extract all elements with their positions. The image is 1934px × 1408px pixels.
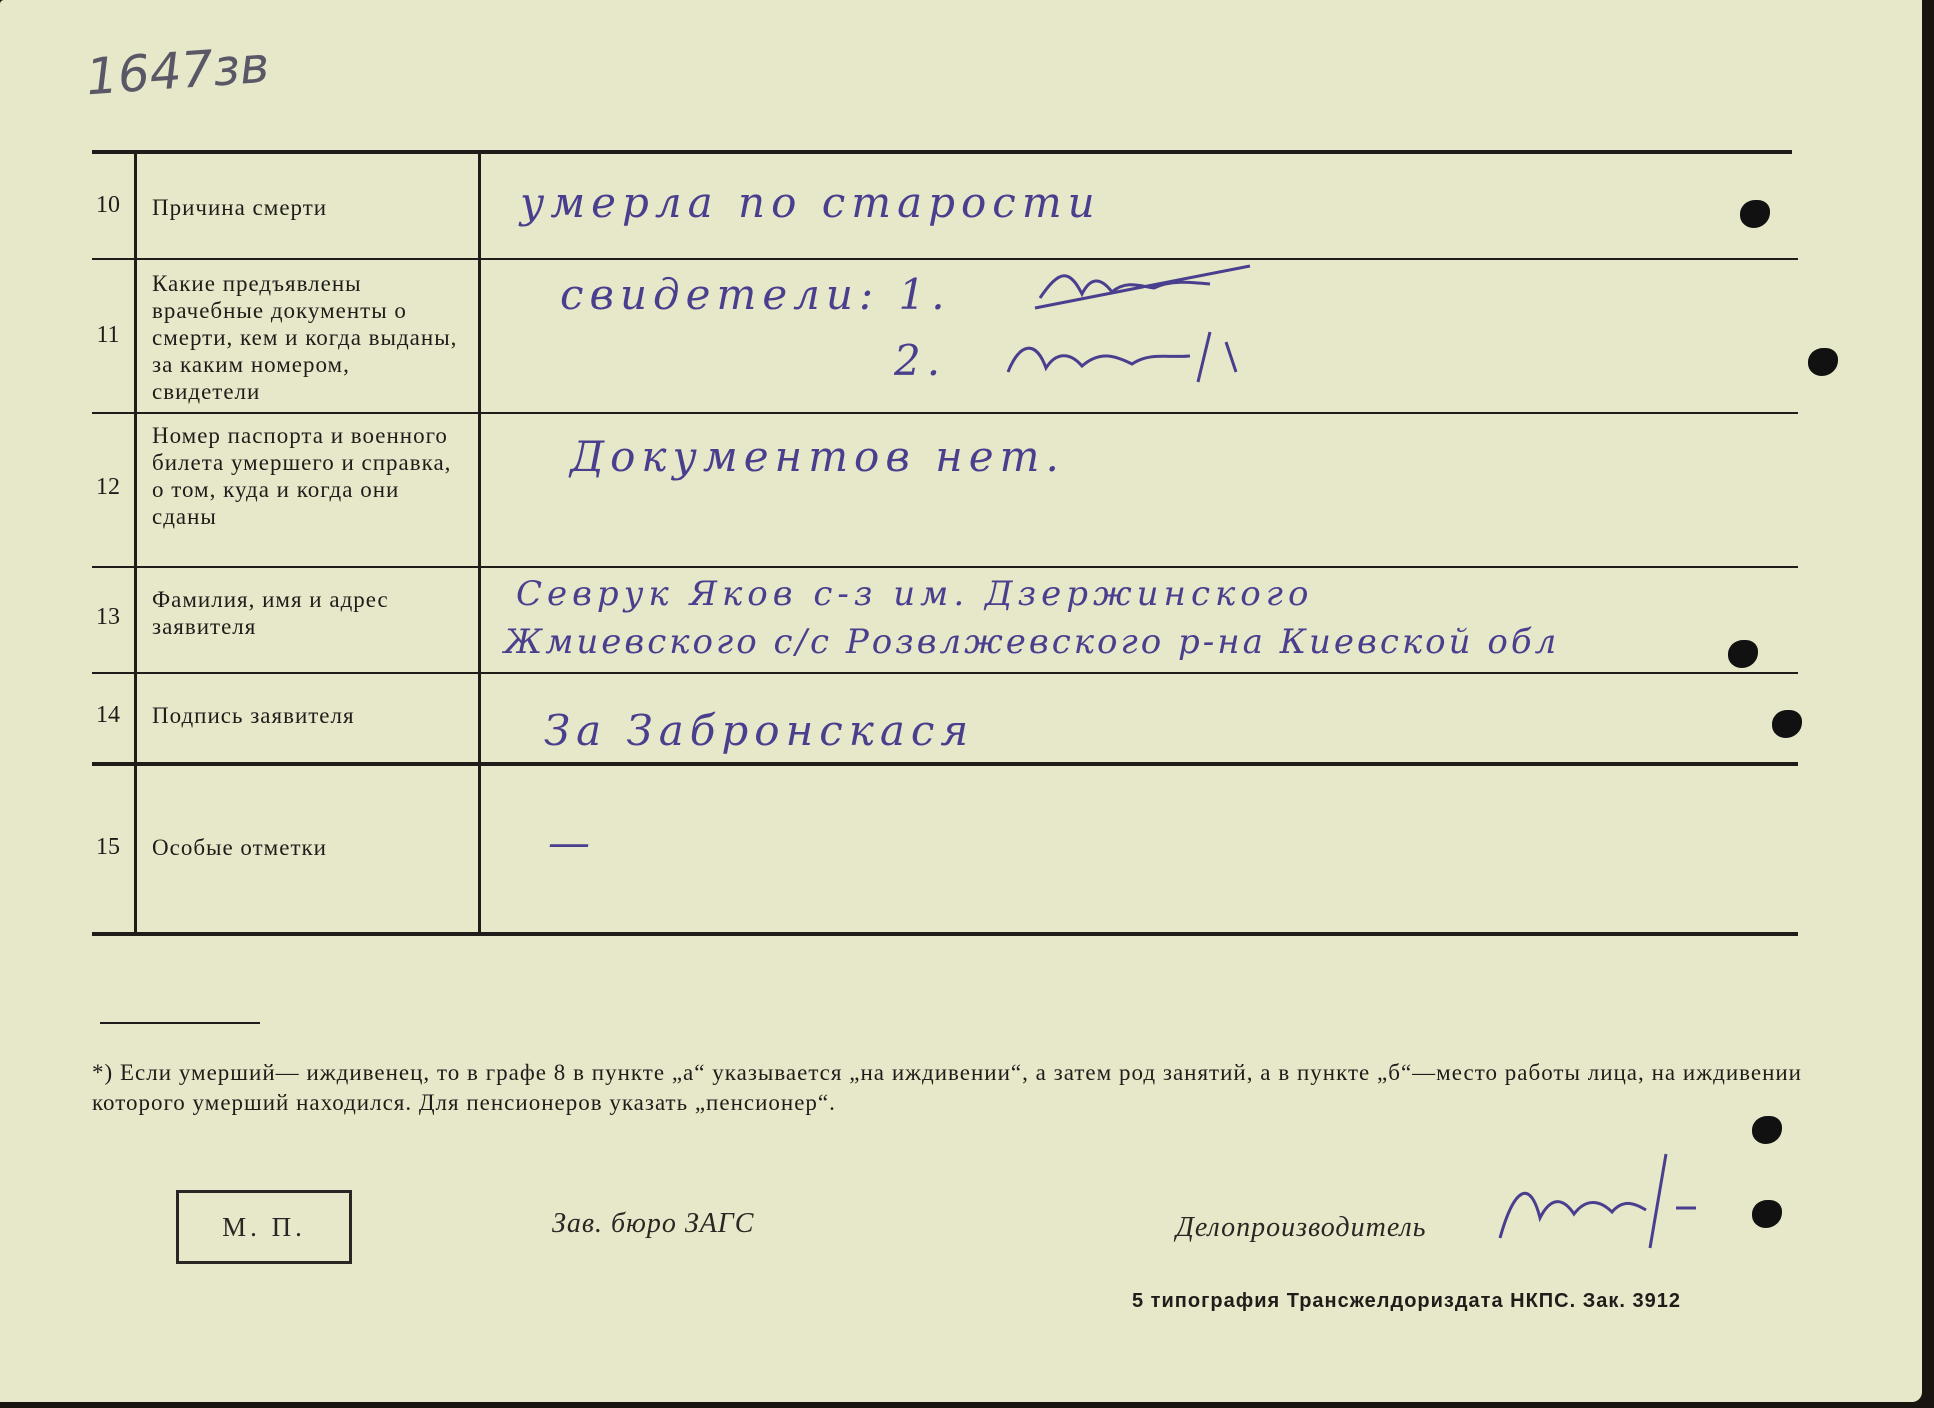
printer-imprint: 5 типография Трансжелдориздата НКПС. Зак. 3912	[1132, 1290, 1682, 1312]
row-label-14: Подпись заявителя	[152, 703, 355, 728]
row-divider	[92, 762, 1798, 766]
row-entry-14-signature: За Забронскася	[544, 706, 975, 755]
label-column-rule	[478, 150, 481, 934]
row-entry-12: Документов нет.	[570, 432, 1065, 481]
footnote-text: *) Если умерший— иждивенец, то в графе 8 в пункте „а“ указывается „на иждивении“, а затем род занятий, а в пункте „б“—место работы лица, на иждивении которого умерший находился. Для пенсионеров указать „пенсионер“.	[92, 1060, 1802, 1115]
row-entry-10: умерла по старости	[520, 178, 1101, 227]
row-label-12: Номер паспорта и военного билета умершего и справка, о том, куда и когда они сданы	[152, 423, 452, 529]
clerk-label: Делопроизводитель	[1176, 1212, 1427, 1243]
clerk-signature	[1490, 1148, 1700, 1258]
row-entry-15: —	[548, 818, 596, 867]
row-number-15: 15	[96, 834, 120, 860]
row-entry-13-line-1: Севрук Яков с-з им. Дзержинского	[516, 574, 1314, 614]
punch-hole	[1752, 1116, 1782, 1144]
table-top-rule	[92, 150, 1792, 154]
row-number-13: 13	[96, 604, 120, 630]
row-number-12: 12	[96, 474, 120, 500]
archive-number: 1647зв	[84, 35, 272, 107]
row-divider	[92, 566, 1798, 568]
row-number-11: 11	[96, 322, 120, 348]
witness-2-signature	[1000, 322, 1280, 392]
row-divider	[92, 672, 1798, 674]
row-entry-11-witness-2: 2.	[894, 336, 947, 385]
footnote-separator	[100, 1022, 260, 1024]
row-number-14: 14	[96, 702, 120, 728]
punch-hole	[1752, 1200, 1782, 1228]
row-divider	[92, 412, 1798, 414]
table-bottom-rule	[92, 932, 1798, 936]
punch-hole	[1808, 348, 1838, 376]
row-entry-13-line-2: Жмиевского с/с Розвлжевского р-на Киевской обл	[504, 622, 1560, 662]
number-column-rule	[134, 150, 137, 934]
row-entry-11-witness-1: свидетели: 1.	[560, 270, 951, 319]
row-label-15: Особые отметки	[152, 835, 327, 860]
zags-head-label: Зав. бюро ЗАГС	[552, 1208, 755, 1239]
row-divider	[92, 258, 1798, 260]
punch-hole	[1740, 200, 1770, 228]
row-label-10: Причина смерти	[152, 195, 328, 220]
stamp-label: М. П.	[222, 1211, 306, 1242]
witness-1-signature	[1030, 258, 1260, 318]
stamp-box	[176, 1190, 352, 1264]
punch-hole	[1728, 640, 1758, 668]
punch-hole	[1772, 710, 1802, 738]
row-number-10: 10	[96, 192, 120, 218]
row-label-13: Фамилия, имя и адрес заявителя	[152, 587, 389, 639]
row-label-11: Какие предъявлены врачебные документы о смерти, кем и когда выданы, за каким номером, свидетели	[152, 271, 458, 404]
